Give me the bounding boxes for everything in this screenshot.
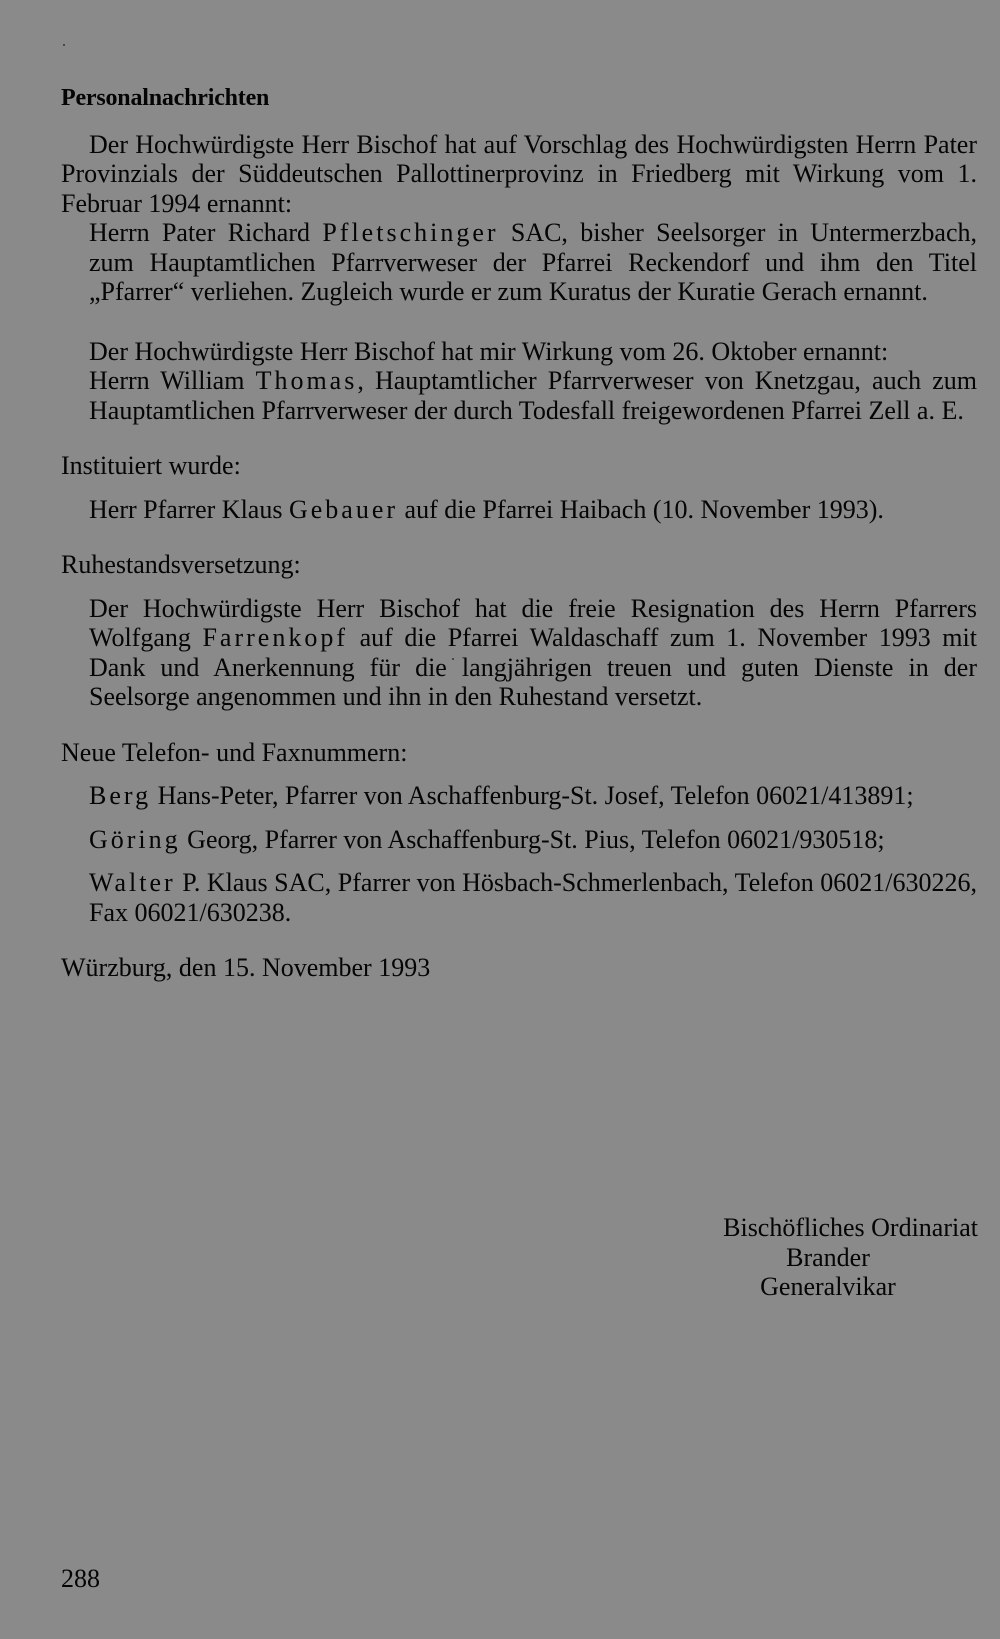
telefon-entry: Walter P. Klaus SAC, Pfarrer von Hösbach-Schmerlenbach, Telefon 06021/630226, Fax 06021/630238. [89, 868, 977, 927]
page-number: 288 [61, 1564, 100, 1593]
signature-title: Generalvikar [760, 1272, 896, 1301]
ruhestand-label: Ruhestandsversetzung: [61, 550, 301, 579]
signature-name: Brander [786, 1242, 870, 1272]
instituiert-body: Herr Pfarrer Klaus Gebauer auf die Pfarrei Haibach (10. November 1993). [89, 494, 884, 524]
person-name: Pfletschinger [322, 218, 499, 247]
ruhestand-body: Der Hochwürdigste Herr Bischof hat die freie Resignation des Herrn Pfarrers Wolfgang Farrenkopf auf die Pfarrei Waldaschaff zum 1. November 1993 mit Dank und Anerkennung für die langjährigen treuen und guten Dienste in der Seelsorge angenommen und ihn in den Ruhestand versetzt. [89, 593, 977, 711]
signature-office: Bischöfliches Ordinariat [723, 1213, 978, 1242]
person-name: Thomas [255, 366, 358, 395]
section-heading: Personalnachrichten [61, 85, 270, 111]
dateline: Würzburg, den 15. November 1993 [61, 953, 431, 982]
person-name: Berg [89, 781, 152, 810]
signature-block [678, 1213, 978, 1302]
instituiert-label: Instituiert wurde: [61, 451, 241, 480]
person-name: Gebauer [288, 494, 399, 524]
appointment-body-2: Herrn William Thomas, Hauptamtlicher Pfarrverweser von Knetzgau, auch zum Hauptamtlichen Pfarrverweser der durch Todesfall freigewordenen Pfarrei Zell a. E. [89, 366, 978, 425]
telefon-entry: Göring Georg, Pfarrer von Aschaffenburg-St. Pius, Telefon 06021/930518; [89, 824, 885, 854]
scan-speck [63, 44, 65, 46]
appointment-intro-2: Der Hochwürdigste Herr Bischof hat mir Wirkung vom 26. Oktober ernannt: [89, 336, 889, 366]
telefon-label: Neue Telefon- und Faxnummern: [61, 737, 408, 767]
telefon-entry: Berg Hans-Peter, Pfarrer von Aschaffenburg-St. Josef, Telefon 06021/413891; [89, 781, 914, 810]
person-name: Göring [89, 824, 181, 854]
appointment-intro-1: Der Hochwürdigste Herr Bischof hat auf Vorschlag des Hochwürdigsten Herrn Pater Provinzials der Süddeutschen Pallottinerprovinz in Friedberg mit Wirkung vom 1. Februar 1994 ernannt: [61, 129, 977, 218]
person-name: Walter [89, 868, 176, 897]
document-page [61, 84, 977, 983]
appointment-body-1: Herrn Pater Richard Pfletschinger SAC, bisher Seelsorger in Untermerzbach, zum Hauptamtlichen Pfarrverweser der Pfarrei Reckendorf und ihm den Titel „Pfarrer“ verliehen. Zugleich wurde er zum Kuratus der Kuratie Gerach ernannt. [89, 218, 978, 306]
person-name: Farrenkopf [202, 623, 348, 652]
